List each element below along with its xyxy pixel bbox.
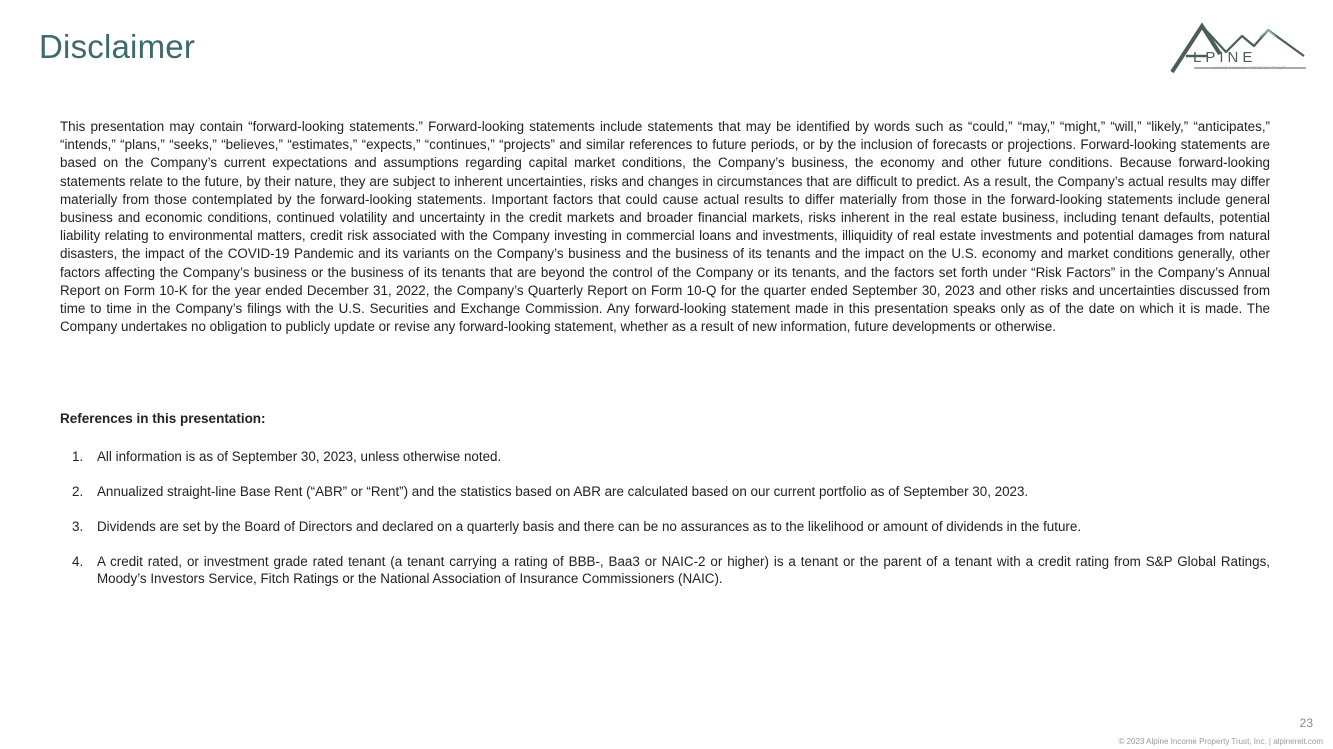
list-item-number: 4. — [72, 554, 84, 569]
list-item — [60, 553, 1270, 587]
page-number: 23 — [1299, 716, 1313, 730]
references-list — [60, 448, 1270, 605]
disclaimer-paragraph: This presentation may contain “forward-looking statements.” Forward-looking statements include statements that may be identified by words such as “could,” “may,” “might,” “will,” “likely,” “anticipates,” “intends,” “plans,” “seeks,” “believes,” “estimates,” “expects,” “continues,” “projects” and similar references to future periods, or by the inclusion of forecasts or projections. Forward-looking statements are based on the Company’s current expectations and assumptions regarding capital market conditions, the Company’s business, the economy and other future conditions. Because forward-looking statements relate to the future, by their nature, they are subject to inherent uncertainties, risks and changes in circumstances that are difficult to predict. As a result, the Company’s actual results may differ materially from those contemplated by the forward-looking statements. Important factors that could cause actual results to differ materially from those in the forward-looking statements include general business and economic conditions, continued volatility and uncertainty in the credit markets and broader financial markets, risks inherent in the real estate business, including tenant defaults, potential liability relating to environmental matters, credit risk associated with the Company investing in commercial loans and investments, illiquidity of real estate investments and potential damages from natural disasters, the impact of the COVID-19 Pandemic and its variants on the Company’s business and the business of its tenants and the impact on the U.S. economy and market conditions generally, other factors affecting the Company’s business or the business of its tenants that are beyond the control of the Company or its tenants, and the factors set forth under “Risk Factors” in the Company’s Annual Report on Form 10-K for the year ended December 31, 2022, the Company’s Quarterly Report on Form 10-Q for the quarter ended September 30, 2023 and other risks and uncertainties discussed from time to time in the Company’s filings with the U.S. Securities and Exchange Commission. Any forward-looking statement made in this presentation speaks only as of the date on which it is made. The Company undertakes no obligation to publicly update or revise any forward-looking statement, whether as a result of new information, future developments or otherwise. — [60, 119, 1270, 335]
logo-wordmark: LPINE — [1193, 49, 1257, 66]
list-item-text: All information is as of September 30, 2023, unless otherwise noted. — [97, 449, 502, 464]
list-item-text: Dividends are set by the Board of Directors and declared on a quarterly basis and there can be no assurances as to the likelihood or amount of dividends in the future. — [97, 519, 1082, 534]
list-item-number: 2. — [72, 484, 84, 499]
footer-copyright: © 2023 Alpine Income Property Trust, Inc. | alpinereit.com — [1118, 737, 1323, 746]
list-item-number: 3. — [72, 519, 84, 534]
references-heading: References in this presentation: — [60, 411, 266, 426]
list-item-number: 1. — [72, 449, 84, 464]
list-item-text: Annualized straight-line Base Rent (“ABR” or “Rent”) and the statistics based on ABR are calculated based on our current portfolio as of September 30, 2023. — [97, 484, 1029, 499]
list-item — [60, 448, 1270, 465]
list-item-text: A credit rated, or investment grade rated tenant (a tenant carrying a rating of BBB-, Baa3 or NAIC-2 or higher) is a tenant or the parent of a tenant with a credit rating from S&P Global Ratings, Moody’s Investors Service, Fitch Ratings or the National Association of Insurance Commissioners (NAIC). — [97, 554, 1270, 586]
page-title: Disclaimer — [39, 28, 196, 65]
logo-tagline: ALPINE INCOME PROPERTY TRUST — [1212, 66, 1287, 70]
list-item — [60, 483, 1270, 500]
list-item — [60, 518, 1270, 535]
